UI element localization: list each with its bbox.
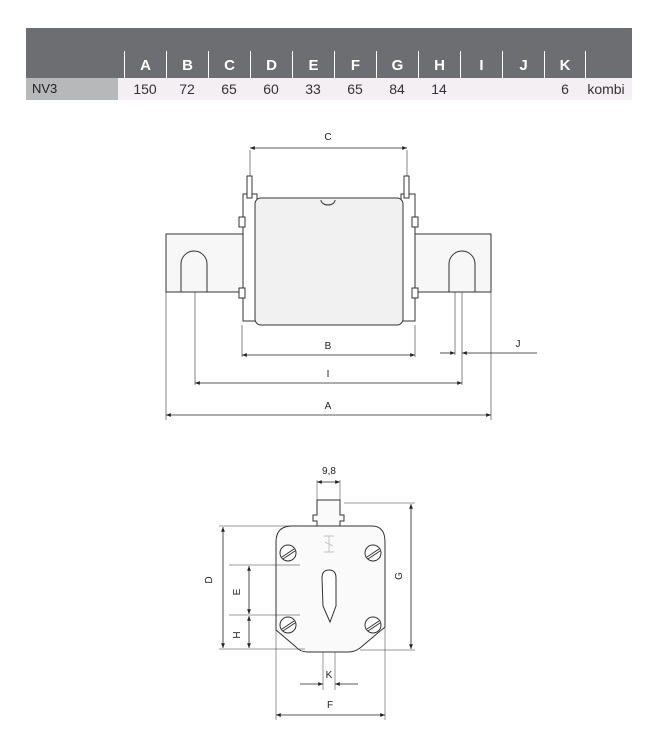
cell-k: 6	[561, 81, 569, 97]
cell-c: 65	[221, 81, 237, 97]
screw-top-right-icon	[365, 545, 381, 561]
screw-bottom-left-icon	[280, 617, 296, 633]
label-f: F	[326, 700, 334, 711]
label-i: I	[326, 369, 330, 380]
fuse-body	[255, 198, 403, 325]
cell-type: kombi	[587, 81, 625, 97]
label-a: A	[324, 401, 332, 412]
cell-b: 72	[179, 81, 195, 97]
label-k: K	[325, 670, 333, 681]
cell-g: 84	[389, 81, 405, 97]
top-tab	[313, 500, 344, 527]
label-e: E	[232, 588, 243, 596]
col-header-e: E	[292, 51, 334, 78]
right-lug	[404, 176, 409, 198]
label-98: 9,8	[322, 466, 336, 477]
cell-e: 33	[305, 81, 321, 97]
cell-f: 65	[347, 81, 363, 97]
label-h: H	[232, 631, 243, 639]
col-header-i: I	[460, 51, 502, 78]
label-c: C	[324, 132, 332, 143]
label-j: J	[515, 339, 521, 350]
left-lug	[247, 176, 252, 198]
label-b: B	[324, 341, 332, 352]
col-header-k: K	[544, 51, 586, 78]
screw-bottom-right-icon	[365, 617, 381, 633]
col-header-j: J	[502, 51, 544, 78]
cell-h: 14	[431, 81, 447, 97]
col-header-c: C	[208, 51, 250, 78]
col-header-b: B	[166, 51, 208, 78]
screw-top-left-icon	[280, 545, 296, 561]
col-header-h: H	[418, 51, 460, 78]
col-header-g: G	[376, 51, 418, 78]
right-blade	[411, 234, 491, 292]
col-header-f: F	[334, 51, 376, 78]
col-header-a: A	[124, 51, 166, 78]
label-d: D	[204, 576, 215, 584]
cell-a: 150	[133, 81, 157, 97]
col-header-d: D	[250, 51, 292, 78]
cell-d: 60	[263, 81, 279, 97]
label-g: G	[394, 572, 405, 580]
row-name: NV3	[26, 78, 118, 100]
